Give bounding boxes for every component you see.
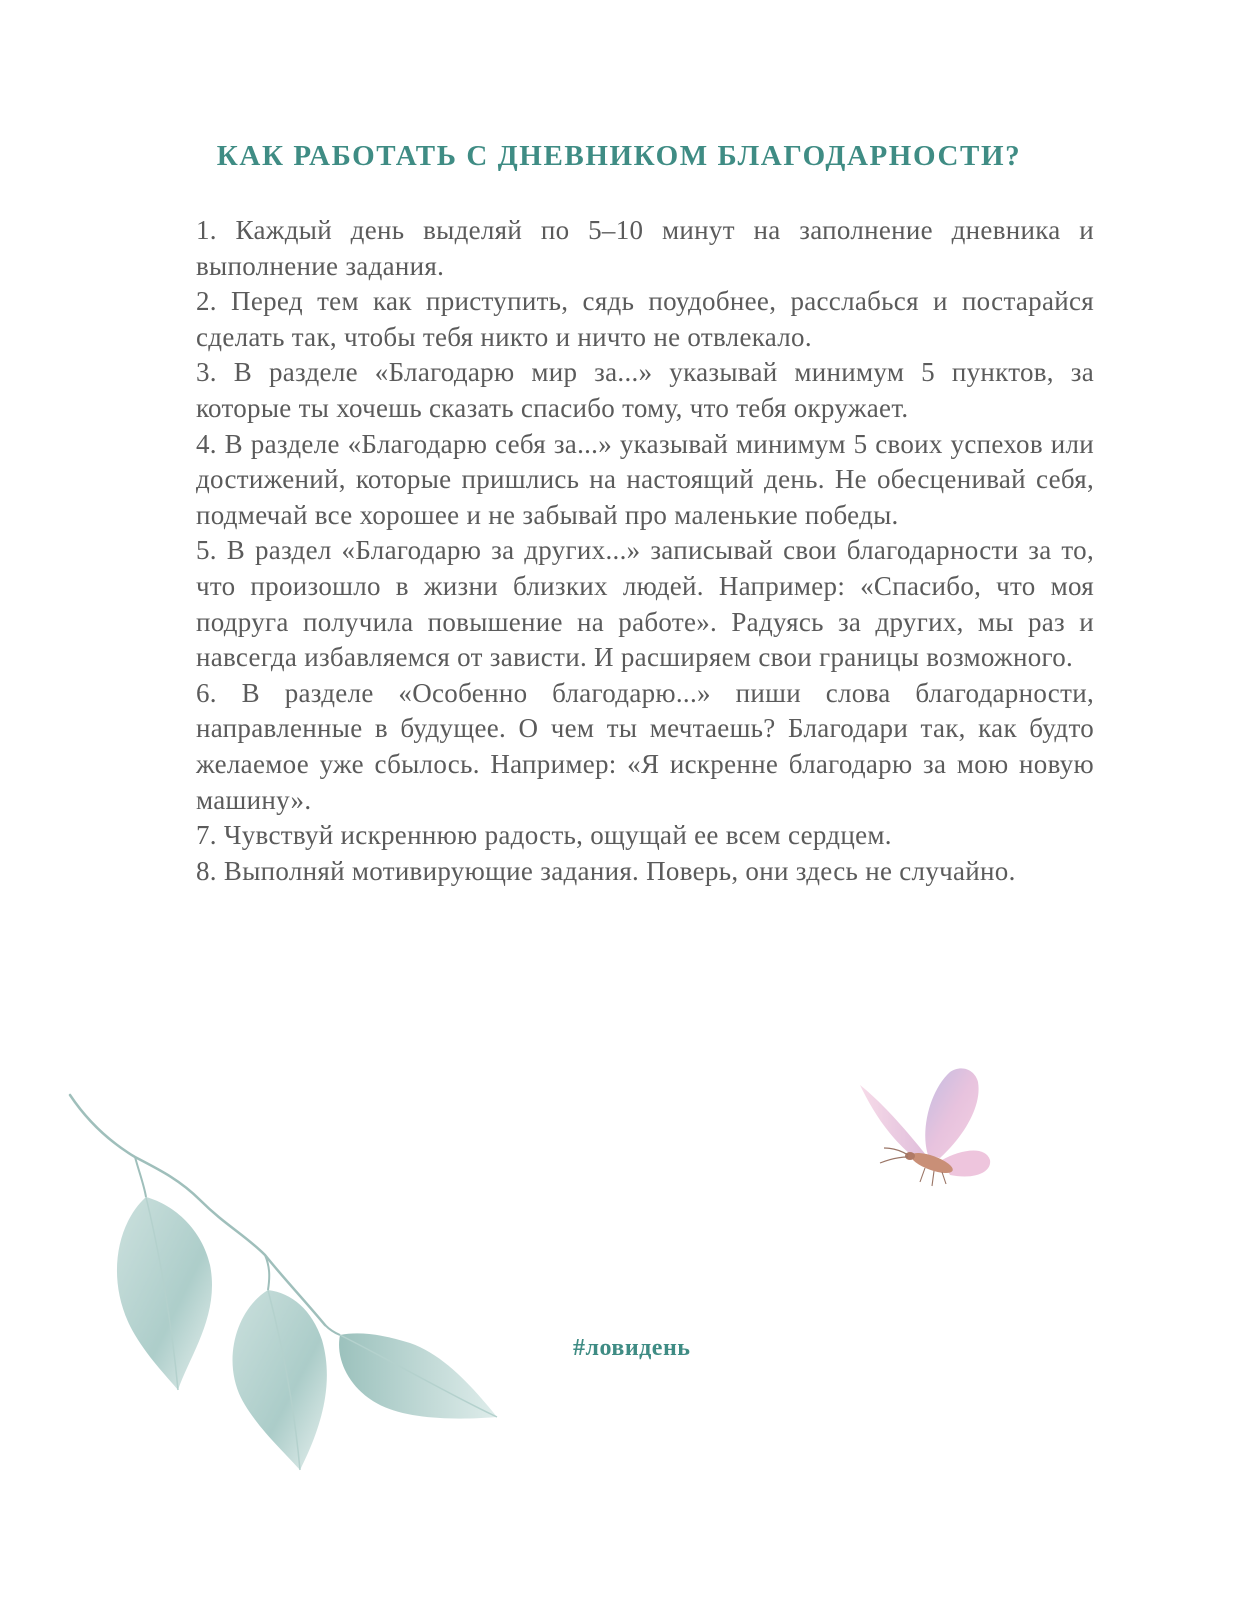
list-item: 7. Чувствуй искреннюю радость, ощущай ее всем сердцем. <box>196 820 892 851</box>
leaf <box>117 1197 212 1390</box>
butterfly-illustration <box>850 1060 1010 1200</box>
instructions-list <box>196 213 1094 889</box>
wing <box>860 1085 926 1162</box>
wing <box>925 1068 978 1158</box>
list-item: 8. Выполняй мотивирующие задания. Поверь, они здесь не случайно. <box>196 855 1016 886</box>
leaf <box>233 1290 327 1470</box>
page-title: КАК РАБОТАТЬ С ДНЕВНИКОМ БЛАГОДАРНОСТИ? <box>216 140 1022 172</box>
list-item: 2. Перед тем как приступить, сядь поудобнее, расслабься и постарайся сделать так, чтобы тебя никто и ничто не отвлекало. <box>196 286 1094 352</box>
list-item: 6. В разделе «Особенно благодарю...» пиши слова благодарности, направленные в будущее. О чем ты мечтаешь? Благодари так, как будто желаемое уже сбылось. Например: «Я искренне благодарю за мою новую машину». <box>196 677 1094 815</box>
leaf-branch-illustration <box>60 1085 520 1485</box>
list-item: 1. Каждый день выделяй по 5–10 минут на заполнение дневника и выполнение задания. <box>196 215 1094 281</box>
hashtag: #ловидень <box>573 1335 691 1361</box>
list-item: 5. В раздел «Благодарю за других...» записывай свои благодарности за то, что произошло в жизни близких людей. Например: «Спасибо, что моя подруга получила повышение на работе». Радуясь за других, мы раз и навсегда избавляемся от зависти. И расширяем свои границы возможного. <box>196 535 1094 673</box>
list-item: 4. В разделе «Благодарю себя за...» указывай минимум 5 своих успехов или достижений, которые пришлись на настоящий день. Не обесценивай себя, подмечай все хорошее и не забывай про маленькие победы. <box>196 428 1094 530</box>
list-item: 3. В разделе «Благодарю мир за...» указывай минимум 5 пунктов, за которые ты хочешь сказать спасибо тому, что тебя окружает. <box>196 357 1094 423</box>
